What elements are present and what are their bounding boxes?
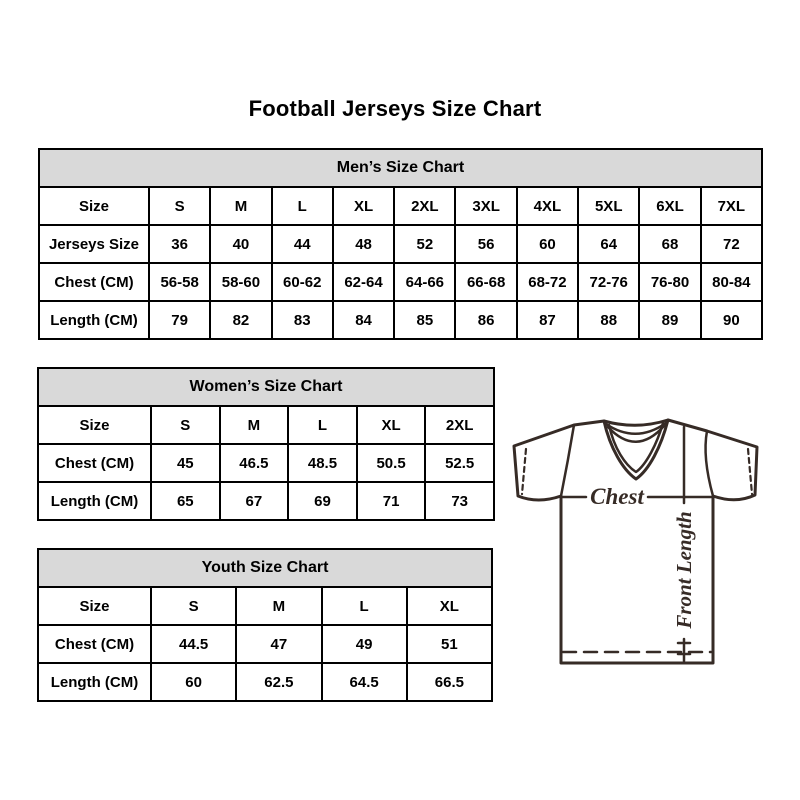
value-cell: 46.5	[220, 444, 289, 482]
value-cell: 4XL	[517, 187, 578, 225]
table-header: Youth Size Chart	[38, 549, 492, 587]
value-cell: 71	[357, 482, 426, 520]
jersey-measurement-diagram	[498, 403, 768, 673]
value-cell: 62-64	[333, 263, 394, 301]
value-cell: L	[288, 406, 357, 444]
value-cell: 90	[701, 301, 762, 339]
table-row	[39, 187, 762, 225]
table-row	[39, 263, 762, 301]
value-cell: 66.5	[407, 663, 492, 701]
value-cell: 89	[639, 301, 700, 339]
value-cell: 58-60	[210, 263, 271, 301]
row-label-cell: Chest (CM)	[39, 263, 149, 301]
womens-size-table	[37, 367, 495, 521]
value-cell: 60	[151, 663, 236, 701]
chest-measure-label: Chest	[590, 484, 644, 509]
value-cell: 64	[578, 225, 639, 263]
row-label-cell: Length (CM)	[38, 482, 151, 520]
value-cell: 45	[151, 444, 220, 482]
value-cell: 72	[701, 225, 762, 263]
value-cell: 51	[407, 625, 492, 663]
value-cell: M	[220, 406, 289, 444]
row-label-cell: Chest (CM)	[38, 625, 151, 663]
value-cell: 52.5	[425, 444, 494, 482]
value-cell: 48	[333, 225, 394, 263]
value-cell: M	[210, 187, 271, 225]
table-header-row	[38, 549, 492, 587]
table-header-row	[39, 149, 762, 187]
mens-size-table	[38, 148, 763, 340]
value-cell: 2XL	[394, 187, 455, 225]
table-header: Men’s Size Chart	[39, 149, 762, 187]
value-cell: 80-84	[701, 263, 762, 301]
value-cell: 73	[425, 482, 494, 520]
table-row	[38, 625, 492, 663]
value-cell: 86	[455, 301, 516, 339]
row-label-cell: Length (CM)	[39, 301, 149, 339]
value-cell: 60-62	[272, 263, 333, 301]
value-cell: 84	[333, 301, 394, 339]
value-cell: 68	[639, 225, 700, 263]
value-cell: 62.5	[236, 663, 321, 701]
youth-size-table	[37, 548, 493, 702]
value-cell: 87	[517, 301, 578, 339]
value-cell: 60	[517, 225, 578, 263]
value-cell: 44.5	[151, 625, 236, 663]
value-cell: 7XL	[701, 187, 762, 225]
value-cell: 83	[272, 301, 333, 339]
value-cell: S	[149, 187, 210, 225]
value-cell: 2XL	[425, 406, 494, 444]
table-header: Women’s Size Chart	[38, 368, 494, 406]
value-cell: XL	[333, 187, 394, 225]
value-cell: 85	[394, 301, 455, 339]
table-row	[38, 587, 492, 625]
value-cell: 5XL	[578, 187, 639, 225]
row-label-cell: Size	[39, 187, 149, 225]
value-cell: 68-72	[517, 263, 578, 301]
value-cell: S	[151, 587, 236, 625]
value-cell: 6XL	[639, 187, 700, 225]
table-row	[38, 482, 494, 520]
value-cell: M	[236, 587, 321, 625]
value-cell: 64.5	[322, 663, 407, 701]
front-length-measure-label: Front Length	[672, 511, 696, 629]
table-row	[38, 406, 494, 444]
table-row	[39, 225, 762, 263]
value-cell: XL	[407, 587, 492, 625]
value-cell: 69	[288, 482, 357, 520]
value-cell: 36	[149, 225, 210, 263]
value-cell: 52	[394, 225, 455, 263]
value-cell: 82	[210, 301, 271, 339]
value-cell: 44	[272, 225, 333, 263]
value-cell: 88	[578, 301, 639, 339]
value-cell: 67	[220, 482, 289, 520]
value-cell: 66-68	[455, 263, 516, 301]
value-cell: 50.5	[357, 444, 426, 482]
value-cell: 64-66	[394, 263, 455, 301]
row-label-cell: Length (CM)	[38, 663, 151, 701]
page-title: Football Jerseys Size Chart	[248, 96, 542, 121]
value-cell: L	[322, 587, 407, 625]
value-cell: S	[151, 406, 220, 444]
row-label-cell: Chest (CM)	[38, 444, 151, 482]
row-label-cell: Size	[38, 587, 151, 625]
value-cell: 65	[151, 482, 220, 520]
value-cell: L	[272, 187, 333, 225]
value-cell: 79	[149, 301, 210, 339]
value-cell: 47	[236, 625, 321, 663]
value-cell: XL	[357, 406, 426, 444]
value-cell: 3XL	[455, 187, 516, 225]
table-row	[38, 663, 492, 701]
value-cell: 40	[210, 225, 271, 263]
table-row	[39, 301, 762, 339]
value-cell: 56-58	[149, 263, 210, 301]
value-cell: 72-76	[578, 263, 639, 301]
value-cell: 76-80	[639, 263, 700, 301]
value-cell: 49	[322, 625, 407, 663]
row-label-cell: Jerseys Size	[39, 225, 149, 263]
jersey-outline-icon	[514, 420, 757, 663]
table-row	[38, 444, 494, 482]
value-cell: 48.5	[288, 444, 357, 482]
row-label-cell: Size	[38, 406, 151, 444]
table-header-row	[38, 368, 494, 406]
value-cell: 56	[455, 225, 516, 263]
